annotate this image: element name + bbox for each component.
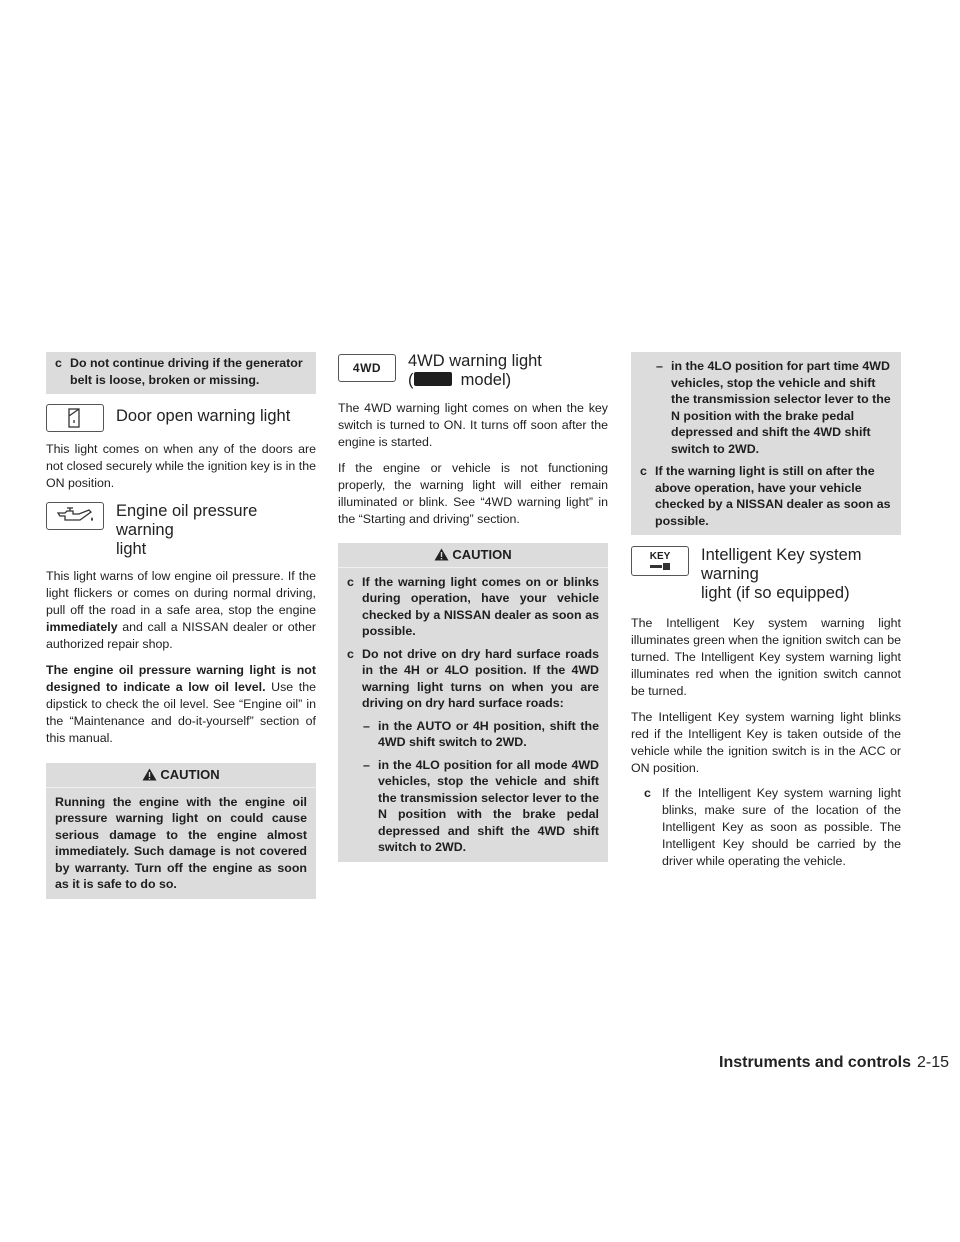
dash-marker: – <box>656 359 663 373</box>
caution-title: CAUTION <box>452 547 512 562</box>
oil-p1-bold: immediately <box>46 620 118 634</box>
oil-caution-box <box>46 763 316 899</box>
oil-caution-text: Running the engine with the engine oil pressure warning light on could cause serious damage to the engine almost immediately. Such damage is not covered by warranty. Turn off the engine as soon as it is safe to do so. <box>55 794 307 891</box>
intelligent-key-paragraph-1: The Intelligent Key system warning light illuminates green when the ignition switch can be turned. The Intelligent Key system warning light illuminates red when the ignition switch cannot be turned. <box>631 616 901 698</box>
caution-bullet-text: If the warning light is still on after the above operation, have your vehicle checked by a NISSAN dealer as soon as possible. <box>655 464 891 528</box>
column-3 <box>631 352 901 870</box>
intelligent-key-heading <box>631 546 901 603</box>
fourwd-icon <box>338 354 396 382</box>
door-open-title: Door open warning light <box>116 407 291 425</box>
fourwd-title-line1: 4WD warning light <box>408 352 542 370</box>
intelligent-key-title <box>701 546 901 603</box>
fourwd-title-open: ( <box>408 371 414 389</box>
caution-heading <box>338 543 608 568</box>
oil-title-line1: Engine oil pressure warning <box>116 502 258 539</box>
oil-pressure-title <box>116 502 316 559</box>
bullet-marker: c <box>55 356 62 370</box>
fourwd-paragraph-1: The 4WD warning light comes on when the key switch is turned to ON. It turns off soon after the engine is started. <box>338 401 608 449</box>
column-1 <box>46 352 316 899</box>
caution-sub-text: in the 4LO position for part time 4WD vehicles, stop the vehicle and shift the transmission selector lever to the N position with the brake pedal depressed and shift the 4WD shift switch to 2WD. <box>671 359 891 456</box>
generator-note-text: Do not continue driving if the generator belt is loose, broken or missing. <box>70 356 303 387</box>
dash-marker: – <box>363 757 370 772</box>
oil-can-icon <box>46 502 104 530</box>
door-open-icon <box>46 404 104 432</box>
caution-continued-box <box>631 352 901 535</box>
key-title-line1: Intelligent Key system warning <box>701 546 862 583</box>
caution-bullet <box>347 574 599 640</box>
oil-pressure-paragraph-2 <box>46 662 316 747</box>
oil-p2-bold: The engine oil pressure warning light is not designed to indicate a low oil level. <box>46 663 316 694</box>
caution-bullet-text: Do not drive on dry hard surface roads in the 4H or 4LO position. If the 4WD warning light turns on when you are driving on dry hard surface roads: <box>362 646 599 710</box>
dash-marker: – <box>363 718 370 733</box>
4x4-badge-icon <box>414 372 452 386</box>
caution-title: CAUTION <box>160 767 220 782</box>
page-footer <box>719 1054 949 1072</box>
bullet-marker: c <box>644 786 651 800</box>
page-number: 2-15 <box>917 1054 950 1071</box>
oil-pressure-paragraph-1 <box>46 568 316 653</box>
warning-triangle-icon <box>142 768 157 781</box>
bullet-marker: c <box>347 646 354 661</box>
oil-p1-start: This light warns of low engine oil pressure. If the light flickers or comes on during normal driving, pull off the road in a safe area, stop the engine <box>46 569 316 617</box>
door-open-heading <box>46 404 316 432</box>
caution-sub-item <box>347 757 599 856</box>
caution-heading <box>46 763 316 788</box>
fourwd-icon-label: 4WD <box>352 361 382 375</box>
caution-sub-text: in the AUTO or 4H position, shift the 4WD shift switch to 2WD. <box>378 718 599 749</box>
caution-sub-item <box>640 358 892 457</box>
fourwd-title-end: model) <box>460 371 512 389</box>
intelligent-key-bullet-text: If the Intelligent Key system warning light blinks, make sure of the location of the Intelligent Key as soon as possible. The Intelligent Key should be carried by the driver while operating the vehicle. <box>662 786 901 868</box>
bullet-marker: c <box>640 464 647 478</box>
caution-bullet <box>640 463 892 529</box>
key-icon <box>631 546 689 576</box>
key-icon-label: KEY <box>649 550 671 562</box>
caution-sub-item <box>347 718 599 751</box>
caution-bullet <box>347 646 599 712</box>
oil-p1-end: and call a NISSAN dealer or other authorized repair shop. <box>46 620 316 651</box>
intelligent-key-paragraph-2: The Intelligent Key system warning light blinks red if the Intelligent Key is taken outside of the vehicle while the ignition switch is in the ACC or ON position. <box>631 710 901 775</box>
caution-bullet-text: If the warning light comes on or blinks during operation, have your vehicle checked by a NISSAN dealer as soon as possible. <box>362 574 599 638</box>
door-open-body: This light comes on when any of the doors are not closed securely while the ignition key is in the ON position. <box>46 442 316 490</box>
column-2 <box>338 352 608 862</box>
fourwd-caution-box <box>338 543 608 862</box>
footer-section: Instruments and controls <box>719 1054 912 1071</box>
oil-title-line2: light <box>116 540 147 558</box>
key-title-line2: light (if so equipped) <box>701 584 850 602</box>
generator-note-box <box>46 352 316 394</box>
warning-triangle-icon <box>434 548 449 561</box>
fourwd-title <box>408 352 542 390</box>
fourwd-paragraph-2: If the engine or vehicle is not functioning properly, the warning light will either remain illuminated or blink. See “4WD warning light” in the “Starting and driving” section. <box>338 461 608 526</box>
intelligent-key-bullet <box>631 785 901 870</box>
bullet-marker: c <box>347 574 354 589</box>
caution-sub-text: in the 4LO position for all mode 4WD vehicles, stop the vehicle and shift the transmission selector lever to the N position with the brake pedal depressed and shift the 4WD shift switch to 2WD. <box>378 757 599 854</box>
oil-p2-end: Use the dipstick to check the oil level. See “Engine oil” in the “Maintenance and do-it-yourself” section of this manual. <box>46 680 317 745</box>
oil-pressure-heading <box>46 502 316 559</box>
fourwd-heading <box>338 352 608 390</box>
